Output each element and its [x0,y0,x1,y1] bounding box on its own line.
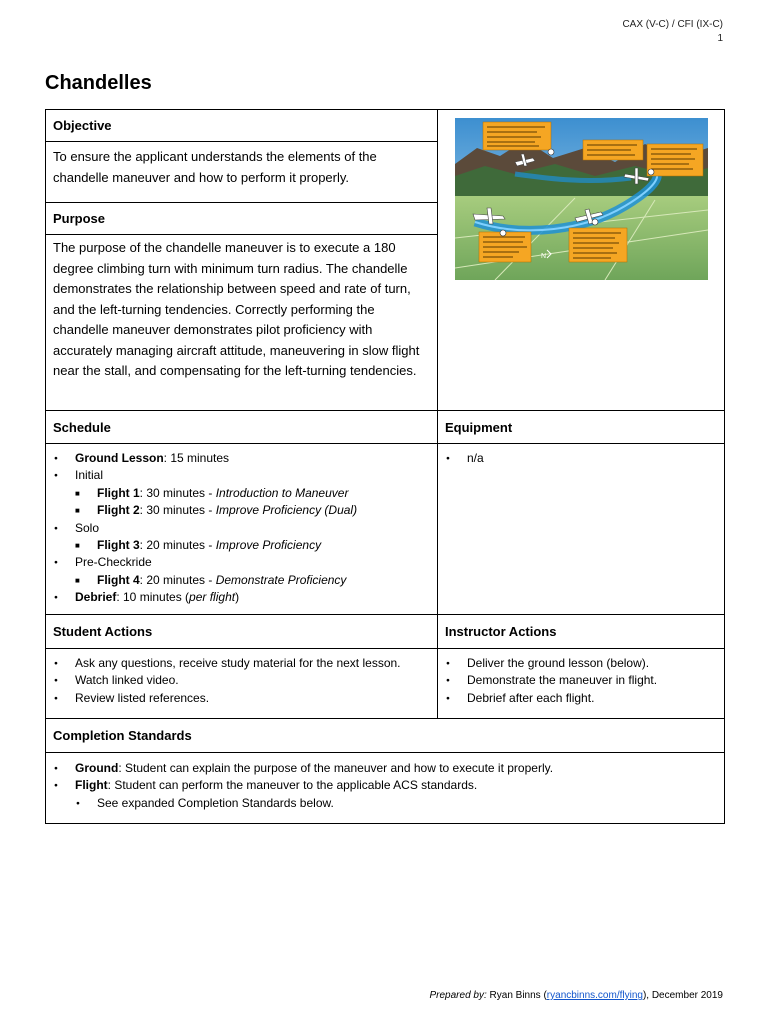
list-item: ● n/a [445,450,717,467]
objective-heading: Objective [46,110,438,142]
list-item: ● Flight: Student can perform the maneuver to the applicable ACS standards. [53,777,717,794]
north-arrow-icon: N [541,253,547,260]
completion-heading: Completion Standards [46,719,725,753]
author-name: Ryan Binns ( [486,990,547,1001]
student-actions-heading: Student Actions [46,615,438,649]
schedule-heading: Schedule [46,411,438,444]
page-footer [430,990,724,1001]
list-item: ● Deliver the ground lesson (below). [445,655,717,672]
list-item: ■ Flight 2: 30 minutes - Improve Proficiency (Dual) [53,502,430,519]
purpose-heading: Purpose [46,203,438,235]
author-website-link[interactable]: ryancbinns.com/flying [546,990,643,1001]
objective-text: To ensure the applicant understands the elements of the chandelle maneuver and how to perform it properly. [46,142,438,203]
completion-cell [46,753,725,824]
schedule-list [53,450,430,607]
student-actions-cell [46,649,438,719]
instructor-actions-cell [438,649,725,719]
list-item: ● Pre-Checkride [53,554,430,571]
completion-list [53,760,717,812]
chandelle-illustration [455,118,708,280]
document-code: CAX (V-C) / CFI (IX-C) [622,19,723,30]
equipment-list [445,450,717,467]
student-actions-list [53,655,430,707]
list-item: ● Ground Lesson: 15 minutes [53,450,430,467]
list-item: ● Ask any questions, receive study material for the next lesson. [53,655,430,672]
list-item: ● See expanded Completion Standards below. [53,795,717,812]
list-item: ● Initial [53,467,430,484]
list-item: ● Debrief after each flight. [445,690,717,707]
list-item: ■ Flight 1: 30 minutes - Introduction to Maneuver [53,485,430,502]
instructor-actions-heading: Instructor Actions [438,615,725,649]
page-number: 1 [717,33,723,44]
list-item: ● Demonstrate the maneuver in flight. [445,672,717,689]
list-item: ● Watch linked video. [53,672,430,689]
list-item: ● Ground: Student can explain the purpose of the maneuver and how to execute it properly. [53,760,717,777]
instructor-actions-list [445,655,717,707]
purpose-text: The purpose of the chandelle maneuver is to execute a 180 degree climbing turn with minimum turn radius. The chandelle demonstrates the relationship between speed and rate of turn, and the left-turning tendencies. Correctly performing the chandelle maneuver demonstrates pilot proficiency with accurately managing aircraft attitude, maneuvering in slow flight near the stall, and compensating for the left-turning tendencies. [46,235,438,411]
schedule-list-cell [46,444,438,615]
page-header [622,18,723,46]
page-title: Chandelles [45,72,152,94]
prepared-by-label: Prepared by: [429,990,487,1001]
equipment-list-cell [438,444,725,615]
list-item: ● Solo [53,520,430,537]
illustration-cell [438,110,725,411]
footer-date: ), December 2019 [642,990,723,1001]
list-item: ● Review listed references. [53,690,430,707]
list-item: ■ Flight 4: 20 minutes - Demonstrate Proficiency [53,572,430,589]
list-item: ■ Flight 3: 20 minutes - Improve Proficiency [53,537,430,554]
list-item: ● Debrief: 10 minutes (per flight) [53,589,430,606]
lesson-table [45,109,725,824]
equipment-heading: Equipment [438,411,725,444]
